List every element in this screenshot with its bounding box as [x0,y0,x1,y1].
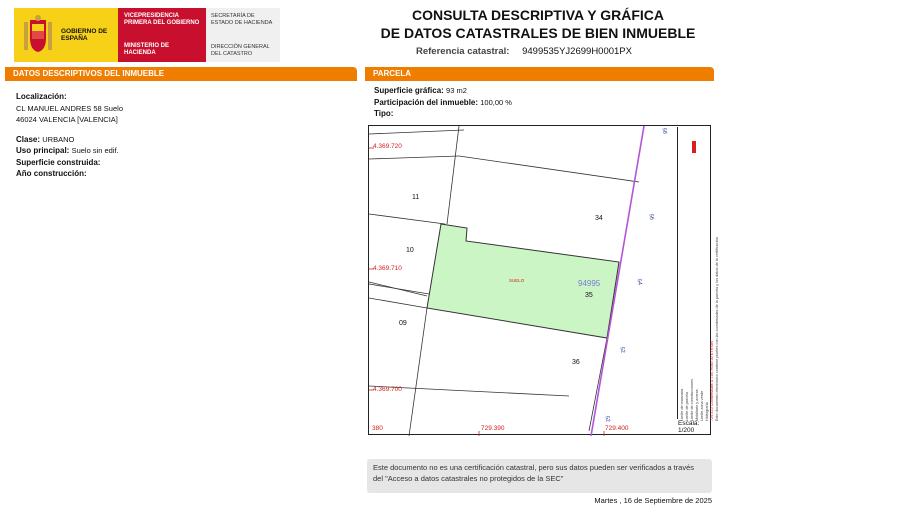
cadastral-reference [416,46,632,57]
secretaria-text: SECRETARÍA DE ESTADO DE HACIENDA [211,13,273,26]
street-number-56: 56 [647,213,655,221]
uso-value: Suelo sin edif. [71,146,119,155]
gobierno-text: GOBIERNO DE ESPAÑA [61,27,108,42]
document-date: Martes , 16 de Septiembre de 2025 [594,496,712,505]
parcel-label-11: 11 [412,194,420,201]
coord-x2: 729.400 [605,425,629,432]
address-line-2: 46024 VALENCIA [VALENCIA] [16,115,118,124]
map-legend [677,127,719,421]
parcel-label-36: 36 [572,359,580,366]
ministry-box [118,8,206,62]
direccion-text: DIRECCIÓN GENERAL DEL CATASTRO [211,44,270,57]
title-line-1: CONSULTA DESCRIPTIVA Y GRÁFICA [411,7,664,23]
anio-construccion-label: Año construcción: [16,169,87,178]
government-logo [14,8,280,62]
legend-item-3: Límite de construcciones [690,379,694,421]
street-number-top: 58 [660,127,668,135]
superficie-grafica-value: 93 m2 [446,86,467,95]
parcel-label-09: 09 [399,320,407,327]
legend-note: Este documento electrónico contiene píxeles con las coordenadas de la parcela y los datos de la certificación [715,237,719,421]
parcel-label-10: 10 [406,247,414,254]
uso-label: Uso principal: [16,146,70,155]
participacion-value: 100,00 % [480,97,512,107]
legend-utm: 729.410 Coordenadas U.T.M. Huso 30 ETRS89 [710,340,714,421]
tipo-label: Tipo: [374,109,394,118]
street-number-52b: 52 [603,415,611,423]
page-title [370,6,706,42]
address-line-1: CL MANUEL ANDRES 58 Suelo [16,103,123,113]
vicepresidencia-text: VICEPRESIDENCIA PRIMERA DEL GOBIERNO [124,13,200,26]
legend-item-5: Límite zona verde [700,390,704,421]
localizacion-label: Localización: [16,92,67,101]
superficie-grafica-label: Superficie gráfica: [374,86,444,95]
ministerio-text: MINISTERIO DE HACIENDA [124,43,170,56]
cadastral-map[interactable] [368,125,711,435]
section-bar-parcela: PARCELA [365,67,714,81]
superficie-construida-label: Superficie construida: [16,157,101,167]
coord-y1: 4.369.720 [373,143,402,150]
legend-item-2: Límite de parcela [685,391,689,421]
scale-value: 1/200 [678,427,695,434]
suelo-label: SUELO [509,278,525,283]
disclaimer-note: Este documento no es una certificación catastral, pero sus datos pueden ser verificados a través del "Acceso a datos catastrales no protegidos de la SEC" [367,459,712,493]
coord-y3: 4.369.700 [373,386,402,393]
ref-label: Referencia catastral: [416,46,510,57]
spain-shield-area [14,8,118,62]
legend-item-4: Mobiliario y aceras [695,389,699,421]
section-bar-descriptivos: DATOS DESCRIPTIVOS DEL INMUEBLE [5,67,357,81]
north-arrow-icon [692,141,696,153]
block-number: 94995 [578,279,601,288]
parcel-label-34: 34 [595,215,603,222]
coord-x0: 380 [372,425,383,432]
parcel-info [374,85,512,120]
coat-of-arms-icon [20,14,56,56]
clase-label: Clase: [16,134,41,144]
coord-y2: 4.369.710 [373,265,402,272]
scale-label: Escala: [678,420,700,427]
parcel-label-35: 35 [585,292,593,299]
secretaria-box [206,8,280,62]
participacion-label: Participación del inmueble: [374,97,479,107]
legend-item-1: Límite de manzana [680,388,684,421]
map-scale [678,420,699,434]
clase-value: URBANO [42,134,75,144]
coord-x1: 729.390 [481,425,505,432]
title-line-2: DE DATOS CATASTRALES DE BIEN INMUEBLE [380,25,696,41]
property-info [16,91,123,180]
ref-value: 9499535YJ2699H0001PX [522,46,632,57]
street-number-52a: 52 [618,346,626,354]
street-number-54: 54 [635,278,643,286]
legend-item-6: Hidrografía [705,402,709,421]
